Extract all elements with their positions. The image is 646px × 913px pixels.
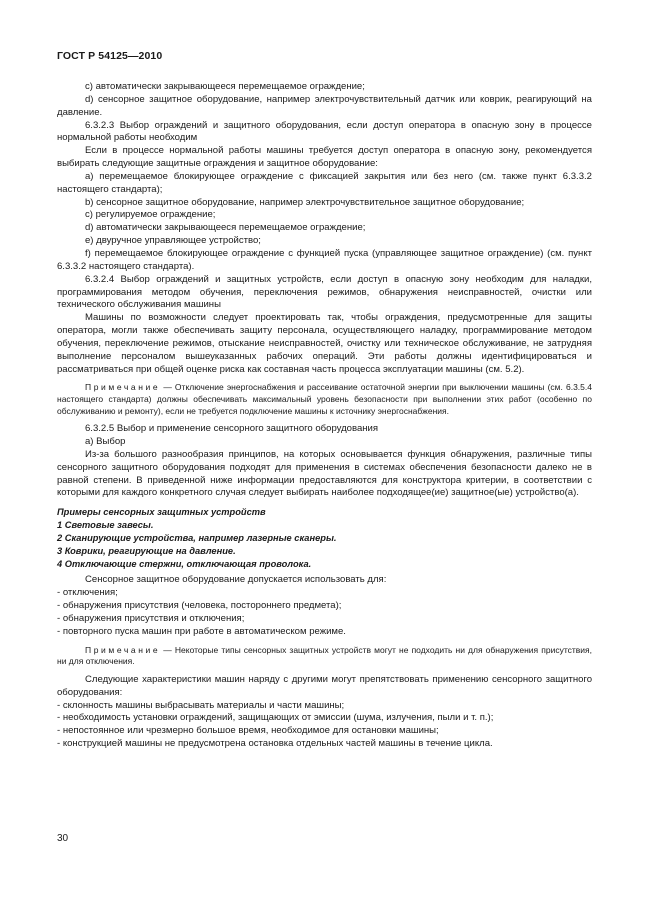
list-item: - склонность машины выбрасывать материалы и части машины; (57, 699, 345, 711)
note-text: — Отключение энергоснабжения и рассеивание остаточной энергии при выключении машины (см. 6.3.5.4 настоящего стандарта) должны обеспечивать максимальный уровень безопасности при выполнении этих работ (особенно по обслуживанию и ремонту), если не требуется подключение машины к источнику энергоснабжения. (57, 382, 592, 416)
document-body (57, 81, 592, 751)
example-item: 1 Световые завесы. (57, 520, 154, 531)
example-item: 3 Коврики, реагирующие на давление. (57, 545, 236, 556)
list-item: a) перемещаемое блокирующее ограждение с фиксацией закрытия или без него (см. также пункт 6.3.3.2 настоящего стандарта); (57, 170, 592, 195)
example-item: 2 Сканирующие устройства, например лазерные сканеры. (57, 532, 337, 543)
paragraph: d) сенсорное защитное оборудование, например электрочувствительный датчик или коврик, реагирующий на давление. (57, 93, 592, 118)
list-item: - обнаружения присутствия и отключения; (57, 613, 245, 624)
paragraph: c) автоматически закрывающееся перемещаемое ограждение; (85, 81, 365, 92)
paragraph: Если в процессе нормальной работы машины требуется доступ оператора в опасную зону, рекомендуется выбирать следующие защитные ограждения и защитное оборудование: (57, 145, 592, 170)
list-item: - повторного пуска машин при работе в автоматическом режиме. (57, 625, 346, 637)
section-heading: 6.3.2.4 Выбор ограждений и защитных устройств, если доступ в опасную зону необходим для наладки, программирования методом обучения, переключения режимов, обнаружения неисправностей, очистки или технического обслуживания машины (57, 273, 592, 311)
note-text: — Некоторые типы сенсорных защитных устройств могут не подходить ни для обнаружения присутствия, ни для отключения. (57, 644, 592, 667)
examples-title: Примеры сенсорных защитных устройств (57, 507, 266, 518)
page-number: 30 (57, 833, 69, 844)
note (57, 645, 592, 668)
list-item: - отключения; (57, 587, 118, 599)
list-item: b) сенсорное защитное оборудование, например электрочувствительное защитное оборудование; (85, 196, 525, 208)
note-label: Примечание (85, 644, 161, 655)
list-item: d) автоматически закрывающееся перемещаемое ограждение; (85, 222, 366, 234)
section-heading: 6.3.2.5 Выбор и применение сенсорного защитного оборудования (85, 423, 379, 435)
paragraph: Сенсорное защитное оборудование допускается использовать для: (85, 574, 387, 586)
list-item: - непостоянное или чрезмерно большое время, необходимое для остановки машины; (57, 725, 439, 737)
example-item: 4 Отключающие стержни, отключающая проволока. (57, 558, 312, 569)
note-label: Примечание (85, 382, 161, 393)
list-item: - конструкцией машины не предусмотрена остановка отдельных частей машины в течение цикла. (57, 738, 493, 750)
paragraph: Из-за большого разнообразия принципов, на которых основывается функция обнаружения, различные типы сенсорного защитного оборудования подходят для применения в системах обеспечения безопасности далеко не в равной степени. В приведенной ниже информации предоставляются для конструктора критерии, в соответствии с которыми для каждого конкретного случая следует выбирать наиболее подходящее(ие) защитное(ые) устройство(а). (57, 448, 592, 499)
document-header: ГОСТ Р 54125—2010 (57, 50, 163, 62)
list-item: - необходимость установки ограждений, защищающих от эмиссии (шума, излучения, пыли и т. п.); (57, 712, 494, 724)
subheading: a) Выбор (85, 436, 126, 448)
section-heading: 6.3.2.3 Выбор ограждений и защитного оборудования, если доступ оператора в опасную зону в процессе нормальной работы необходим (57, 119, 592, 144)
note (57, 382, 592, 417)
list-item: e) двуручное управляющее устройство; (85, 235, 261, 247)
list-item: c) регулируемое ограждение; (85, 209, 216, 221)
list-item: f) перемещаемое блокирующее ограждение с функцией пуска (управляющее защитное ограждение) (см. пункт 6.3.3.2 настоящего стандарта). (57, 247, 592, 272)
list-item: - обнаружения присутствия (человека, постороннего предмета); (57, 600, 342, 612)
paragraph: Машины по возможности следует проектировать так, чтобы ограждения, предусмотренные для защиты оператора, могли также обеспечивать защиту персонала, осуществляющего наладку, программирование методом обучения, переключение режимов, отыскание неисправностей, очистку или техническое обслуживание, не затрудняя выполнение персоналом вышеуказанных рабочих операций. Эти работы должны идентифицироваться и рассматриваться при общей оценке риска как составная часть процесса эксплуатации машины (см. 5.2). (57, 312, 592, 375)
paragraph: Следующие характеристики машин наряду с другими могут препятствовать применению сенсорного защитного оборудования: (57, 673, 592, 698)
examples-block (57, 506, 592, 570)
